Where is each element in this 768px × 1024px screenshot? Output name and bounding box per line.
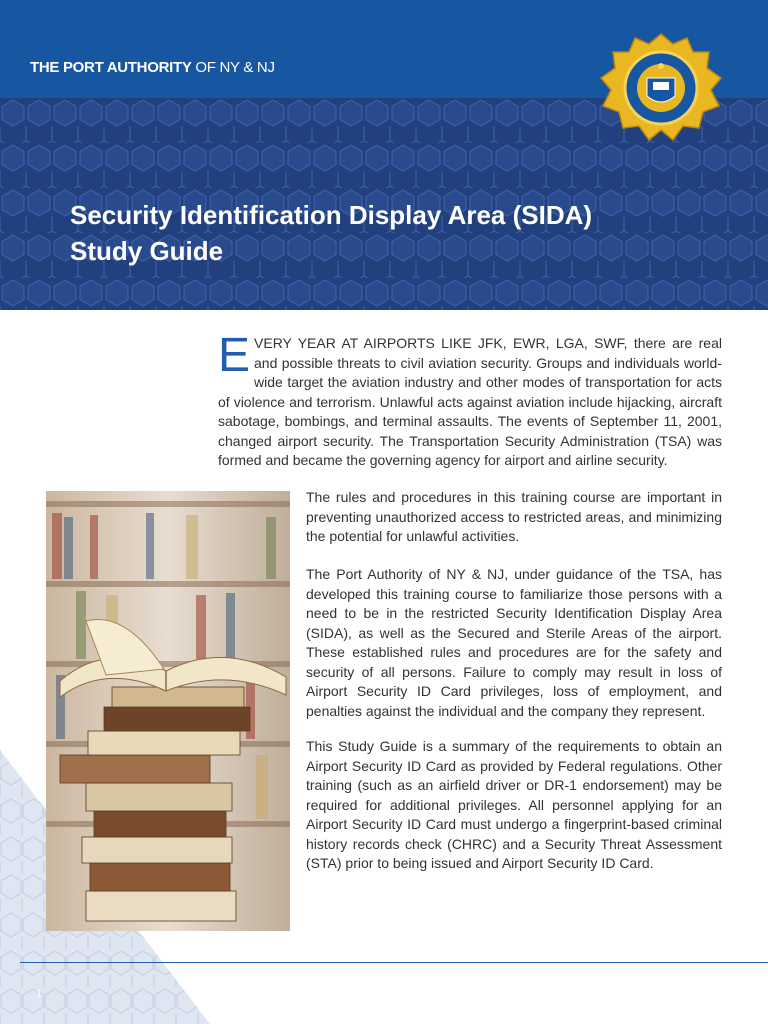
police-badge-icon (595, 30, 727, 145)
books-photo (46, 491, 290, 931)
title-line-2: Study Guide (70, 236, 224, 266)
drop-cap: E (218, 329, 251, 382)
brand-rest: OF NY & NJ (191, 59, 275, 76)
port-authority-logo (30, 59, 275, 76)
body-paragraph-3: This Study Guide is a summary of the requirements to obtain an Airport Security ID Card as provided by Federal regulations. Other training (such as an airfield driver or DR-1 endorsement) may be required for additional privileges. All personnel applying for an Airport Security ID Card must undergo a fingerprint-based criminal history records check (CHRC) and a Security Threat Assessment (STA) prior to being issued and Airport Security ID Card. (306, 738, 722, 871)
body-paragraph-2: The Port Authority of NY & NJ, under guidance of the TSA, has developed this training course to familiarize those persons with a need to be in the restricted Security Identification Display Area (SIDA), as well as the Secured and Sterile Areas of the airport. These established rules and procedures are for the safety and security of all persons. Failure to comply may result in loss of Airport Security ID Card privileges, loss of employment, and penalties against the individual and the company they represent. (306, 566, 722, 719)
intro-text: VERY YEAR AT AIRPORTS LIKE JFK, EWR, LGA, SWF, there are real and possible threats to civil aviation security. Groups and individuals world-wide target the aviation industry and other modes of transportation for acts of violence and terrorism. Unlawful acts against aviation include hijacking, aircraft sabotage, bombings, and terminal assaults. The events of September 11, 2001, changed airport security. The Transportation Security Administration (TSA) was formed and became the governing agency for airport and airline security. (218, 335, 722, 468)
intro-paragraph (218, 329, 722, 471)
body-paragraph-1: The rules and procedures in this training course are important in preventing unauthorized access to restricted areas, and minimizing the potential for unlawful activities. (306, 489, 722, 544)
title-line-1: Security Identification Display Area (SIDA) (70, 200, 593, 230)
brand-bold: THE PORT AUTHORITY (30, 59, 192, 76)
footer-rule (20, 962, 768, 963)
page-number: 1 (36, 988, 43, 1000)
page-title (70, 197, 592, 269)
